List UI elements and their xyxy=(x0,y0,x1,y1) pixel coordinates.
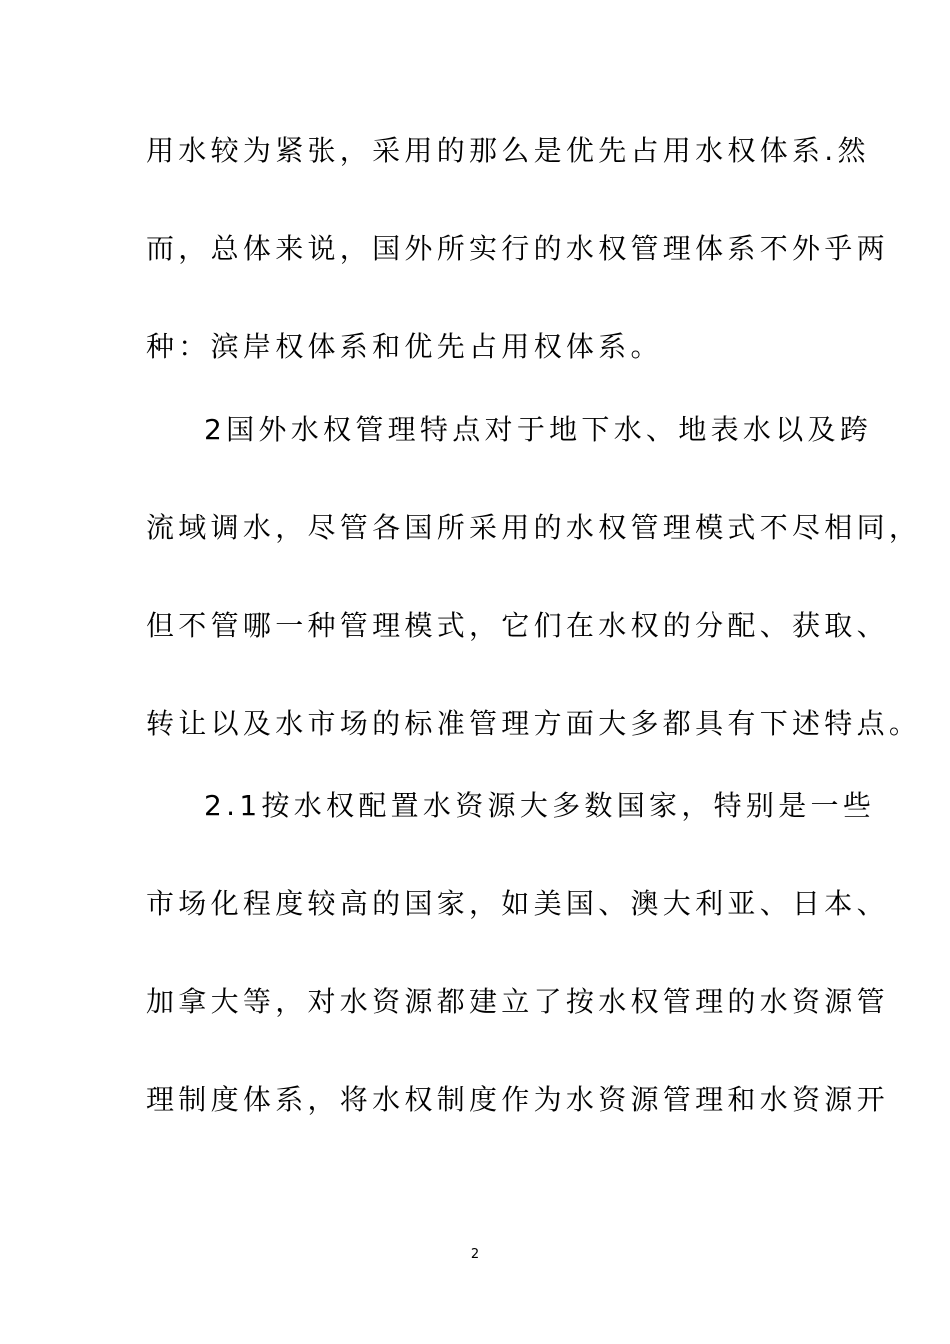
text-line: 用水较为紧张，采用的那么是优先占用水权体系.然 xyxy=(146,134,870,167)
text-line: 加拿大等，对水资源都建立了按水权管理的水资源管 xyxy=(146,985,889,1018)
text-line: 而，总体来说，国外所实行的水权管理体系不外乎两 xyxy=(146,232,889,265)
text-line: 但不管哪一种管理模式，它们在水权的分配、获取、 xyxy=(146,609,889,642)
paragraph-start-line: 2国外水权管理特点对于地下水、地表水以及跨 xyxy=(204,413,873,446)
text-line: 种：滨岸权体系和优先占用权体系。 xyxy=(146,330,663,363)
text-line: 转让以及水市场的标准管理方面大多都具有下述特点。 xyxy=(146,707,922,740)
text-line: 流域调水，尽管各国所采用的水权管理模式不尽相同， xyxy=(146,511,922,544)
text-line: 理制度体系，将水权制度作为水资源管理和水资源开 xyxy=(146,1083,889,1116)
text-line: 市场化程度较高的国家，如美国、澳大利亚、日本、 xyxy=(146,887,889,920)
page-number: 2 xyxy=(470,1247,480,1262)
paragraph-start-line: 2.1按水权配置水资源大多数国家，特别是一些 xyxy=(204,789,876,822)
